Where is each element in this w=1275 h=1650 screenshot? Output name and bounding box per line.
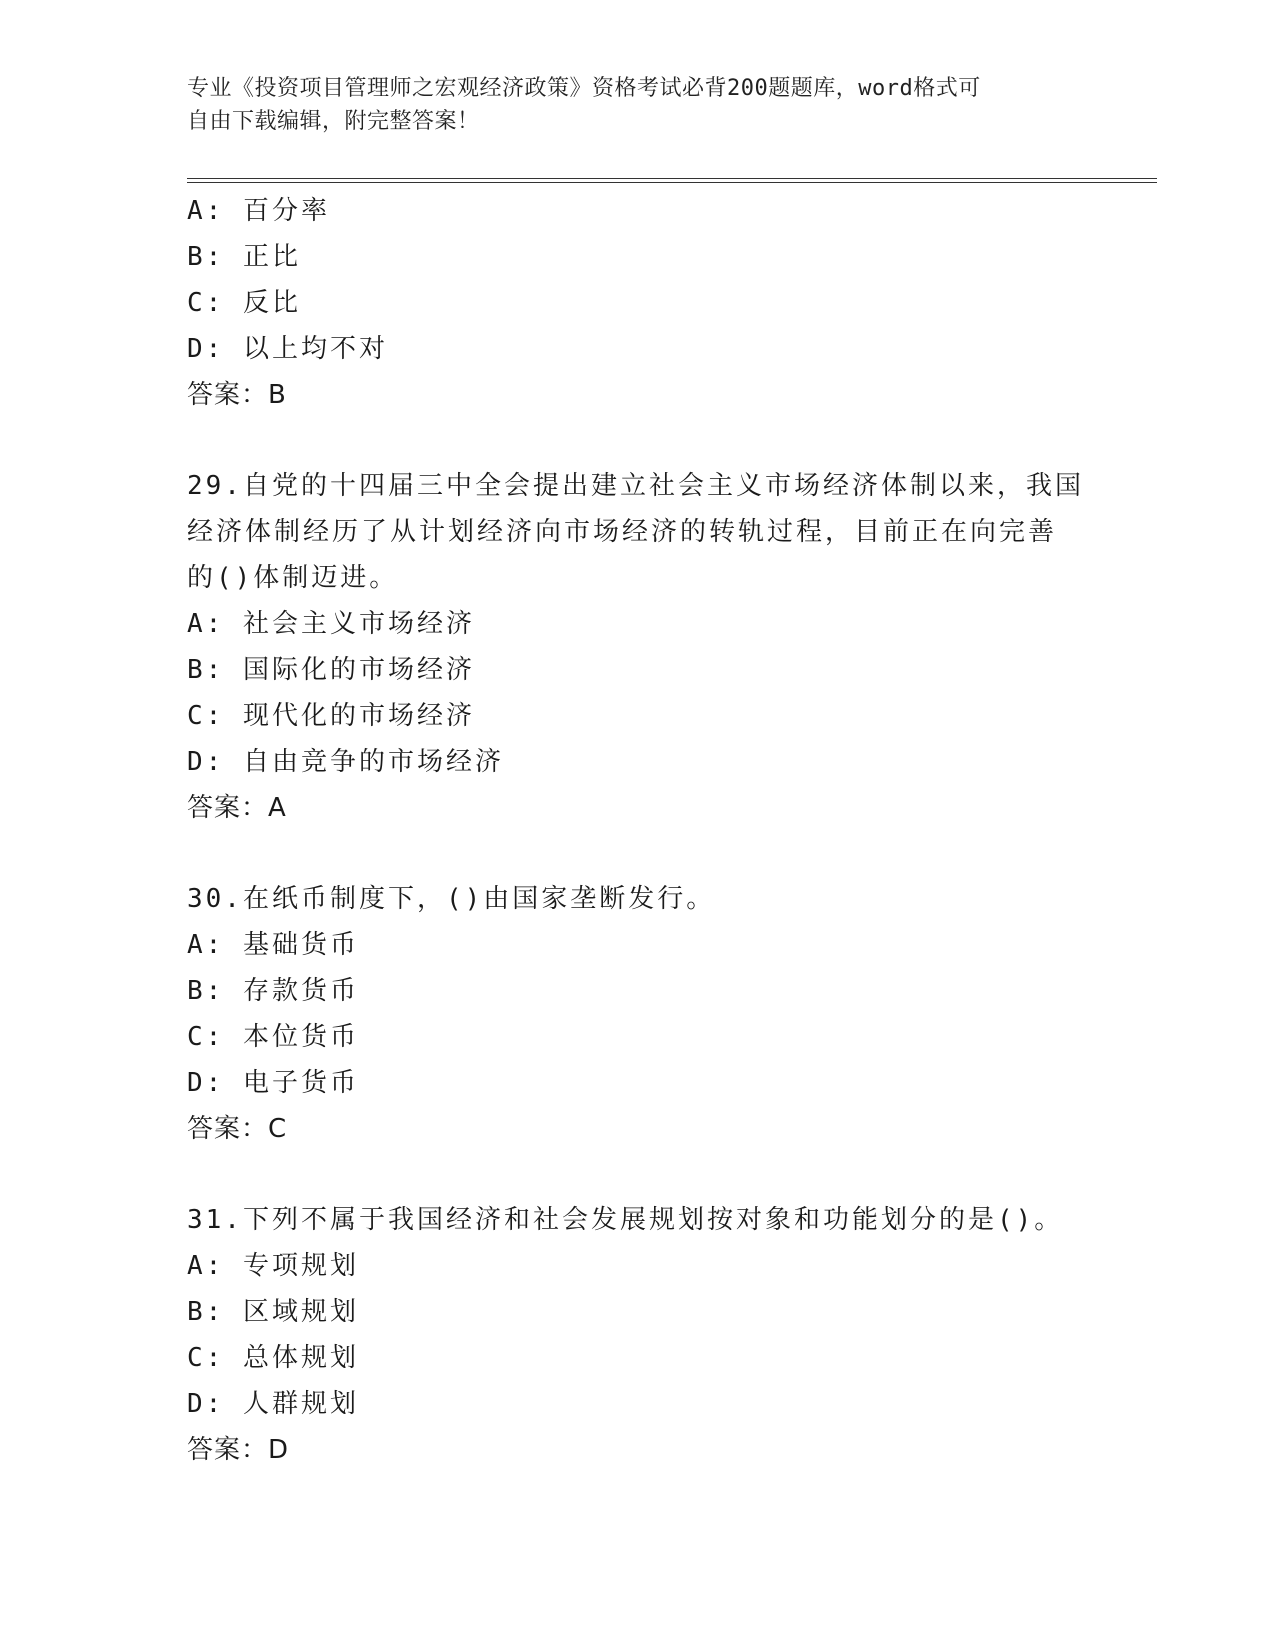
header-divider [187,178,1157,179]
option-c: C: 现代化的市场经济 [187,701,475,731]
question-stem-line: 31.下列不属于我国经济和社会发展规划按对象和功能划分的是()。 [187,1205,1064,1235]
option-c: C: 总体规划 [187,1343,359,1373]
option-b: B: 正比 [187,242,301,272]
option-a: A: 基础货币 [187,930,359,960]
option-b: B: 国际化的市场经济 [187,655,475,685]
question-stem-line: 30.在纸币制度下，()由国家垄断发行。 [187,884,716,914]
answer-line: 答案：C [187,1114,288,1144]
question-stem-line: 经济体制经历了从计划经济向市场经济的转轨过程，目前正在向完善 [187,517,1058,547]
header-title-line-2: 自由下载编辑，附完整答案！ [187,109,480,134]
option-c: C: 本位货币 [187,1022,359,1052]
option-c: C: 反比 [187,288,301,318]
question-block-continued [187,188,1087,418]
header-divider-double [187,182,1157,183]
question-list [187,188,1087,1473]
question-stem-line: 29.自党的十四届三中全会提出建立社会主义市场经济体制以来，我国 [187,471,1084,501]
question-stem-line: 的()体制迈进。 [187,563,399,593]
answer-line: 答案：D [187,1435,290,1465]
question-block-31 [187,1197,1087,1473]
option-d: D: 以上均不对 [187,334,388,364]
option-d: D: 电子货币 [187,1068,359,1098]
question-block-30 [187,876,1087,1152]
option-d: D: 自由竞争的市场经济 [187,747,504,777]
option-b: B: 区域规划 [187,1297,359,1327]
question-block-29 [187,463,1087,831]
option-d: D: 人群规划 [187,1389,359,1419]
answer-line: 答案：B [187,380,287,410]
option-b: B: 存款货币 [187,976,359,1006]
answer-line: 答案：A [187,793,287,823]
header-title-line-1: 专业《投资项目管理师之宏观经济政策》资格考试必背200题题库，word格式可 [187,76,981,101]
option-a: A: 专项规划 [187,1251,359,1281]
option-a: A: 百分率 [187,196,330,226]
option-a: A: 社会主义市场经济 [187,609,475,639]
document-header [187,72,1067,138]
